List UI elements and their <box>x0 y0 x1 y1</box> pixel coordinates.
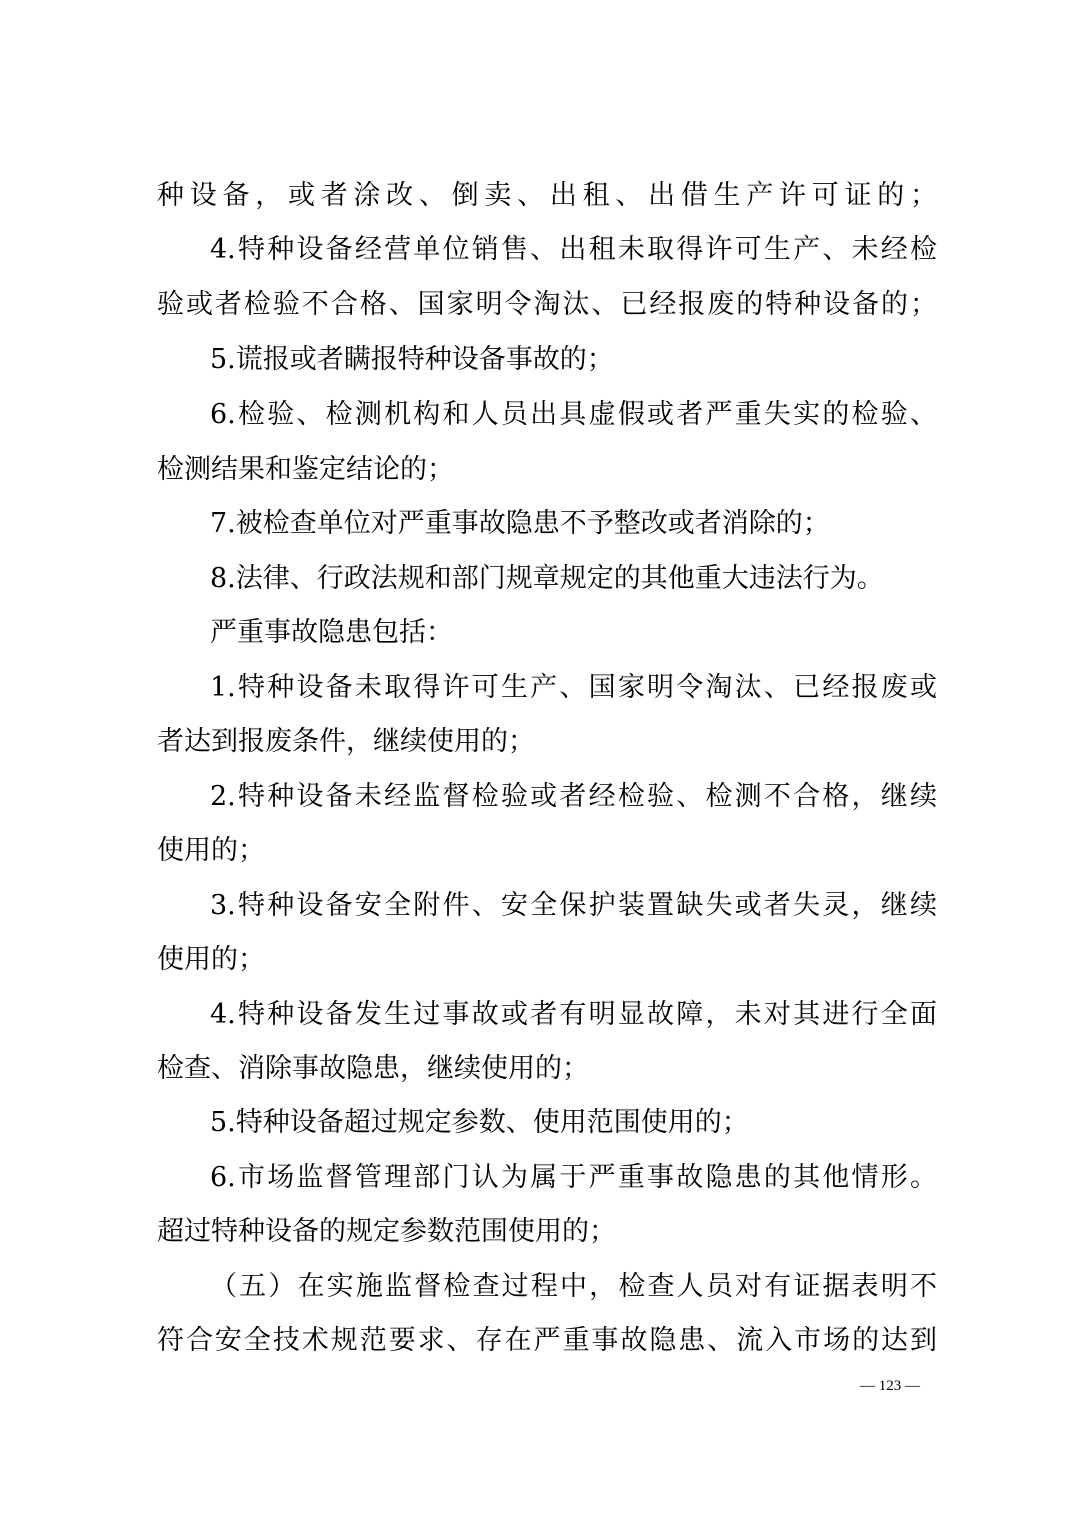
body-text-line: 使用的； <box>157 835 265 866</box>
body-text-line: 6.市场监督管理部门认为属于严重事故隐患的其他情形。 <box>210 1162 937 1193</box>
body-text-line: 6.检验、检测机构和人员出具虚假或者严重失实的检验、 <box>210 399 937 430</box>
body-text-line: 2.特种设备未经监督检验或者经检验、检测不合格，继续 <box>210 781 937 812</box>
body-text-line: 4.特种设备发生过事故或者有明显故障，未对其进行全面 <box>210 999 937 1030</box>
body-text-line: 5.谎报或者瞒报特种设备事故的； <box>210 344 614 375</box>
body-text-line: 4.特种设备经营单位销售、出租未取得许可生产、未经检 <box>210 234 937 265</box>
body-text-line: （五）在实施监督检查过程中，检查人员对有证据表明不 <box>210 1271 937 1302</box>
page-number: — 123 — <box>860 1378 920 1394</box>
body-text-line: 检查、消除事故隐患，继续使用的； <box>157 1053 589 1084</box>
body-text-line: 检测结果和鉴定结论的； <box>157 454 454 485</box>
body-text-line: 5.特种设备超过规定参数、使用范围使用的； <box>210 1107 749 1138</box>
body-text-line: 严重事故隐患包括： <box>210 617 453 648</box>
body-text-line: 验或者检验不合格、国家明令淘汰、已经报废的特种设备的； <box>157 289 937 320</box>
body-text-line: 种设备，或者涂改、倒卖、出租、出借生产许可证的； <box>157 180 937 211</box>
body-text-line: 符合安全技术规范要求、存在严重事故隐患、流入市场的达到 <box>157 1325 937 1356</box>
body-text-line: 者达到报废条件，继续使用的； <box>157 726 535 757</box>
body-text-line: 1.特种设备未取得许可生产、国家明令淘汰、已经报废或 <box>210 672 937 703</box>
body-text-line: 8.法律、行政法规和部门规章规定的其他重大违法行为。 <box>210 563 884 594</box>
body-text-line: 7.被检查单位对严重事故隐患不予整改或者消除的； <box>210 508 830 539</box>
body-text-line: 3.特种设备安全附件、安全保护装置缺失或者失灵，继续 <box>210 890 937 921</box>
body-text-line: 超过特种设备的规定参数范围使用的； <box>157 1216 616 1247</box>
body-text-line: 使用的； <box>157 944 265 975</box>
